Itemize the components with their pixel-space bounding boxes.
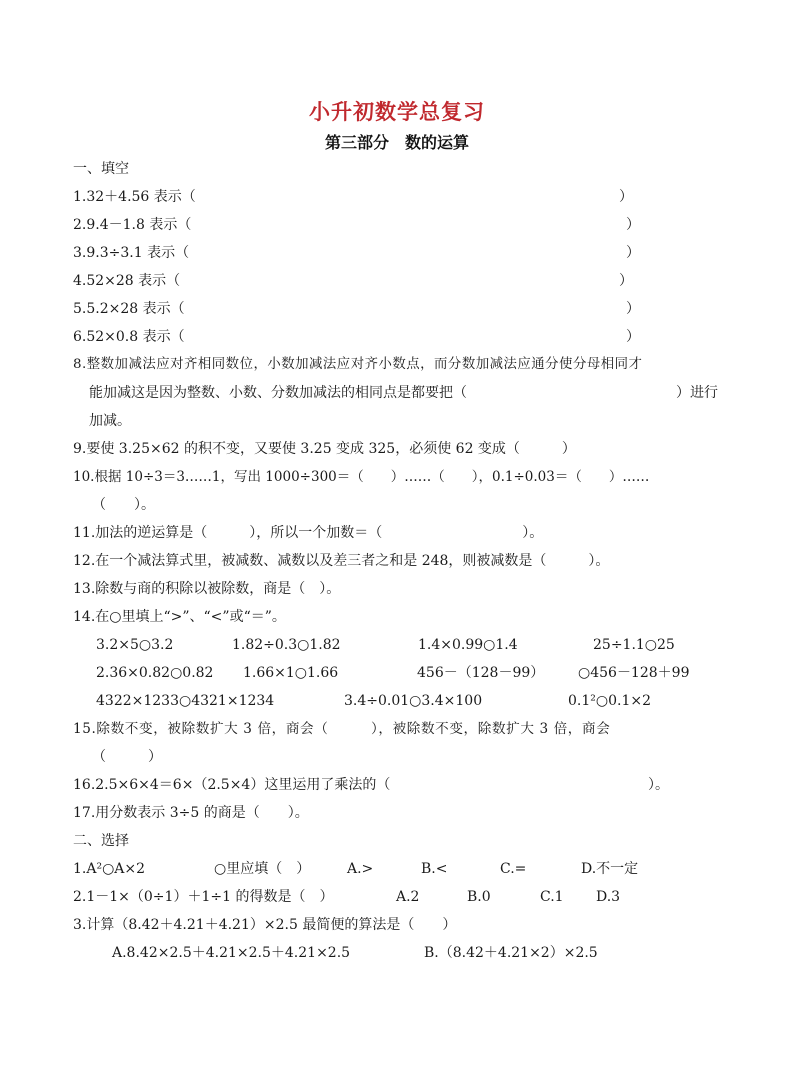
compare-item: 1.66×1○1.66 xyxy=(243,665,339,681)
question-15-line-1: 15.除数不变，被除数扩大 3 倍，商会（ ），被除数不变，除数扩大 3 倍，商会 xyxy=(73,721,611,737)
question-3: 3.9.3÷3.1 表示（ xyxy=(73,245,190,261)
choice-option: C.1 xyxy=(540,889,564,905)
choice-option: B.（8.42＋4.21×2）×2.5 xyxy=(424,945,598,961)
question-2-close: ） xyxy=(626,217,640,233)
question-6-close: ） xyxy=(626,329,640,345)
question-9: 9.要使 3.25×62 的积不变，又要使 3.25 变成 325，必须使 62 变成（ ） xyxy=(73,441,576,457)
choice-option: C.= xyxy=(500,861,527,877)
question-15-line-2: （ ） xyxy=(92,749,162,765)
compare-item: 1.82÷0.3○1.82 xyxy=(232,637,341,653)
compare-item: 3.4÷0.01○3.4×100 xyxy=(344,693,483,709)
choice-3-stem: 3.计算（8.42＋4.21＋4.21）×2.5 最简便的算法是（ ） xyxy=(73,917,457,933)
question-17: 17.用分数表示 3÷5 的商是（ ）。 xyxy=(73,805,309,821)
question-16-close: ）。 xyxy=(648,777,669,793)
question-4: 4.52×28 表示（ xyxy=(73,273,181,289)
choice-option: D.3 xyxy=(596,889,621,905)
question-4-close: ） xyxy=(619,273,633,289)
question-1-close: ） xyxy=(619,189,633,205)
compare-item: 4322×1233○4321×1234 xyxy=(96,693,275,709)
compare-item: 2.36×0.82○0.82 xyxy=(96,665,214,681)
compare-item: 3.2×5○3.2 xyxy=(96,637,174,653)
compare-item: 0.1²○0.1×2 xyxy=(568,693,651,709)
question-8-line-2-close: ）进行 xyxy=(676,385,718,401)
question-5: 5.5.2×28 表示（ xyxy=(73,301,185,317)
question-3-close: ） xyxy=(626,245,640,261)
question-10-line-1: 10.根据 10÷3＝3……1，写出 1000÷300＝（ ）……（ ），0.1÷0.03＝（ ）…… xyxy=(73,469,650,485)
choice-option: B.0 xyxy=(467,889,491,905)
choice-2-stem: 2.1－1×（0÷1）＋1÷1 的得数是（ ） xyxy=(73,889,334,905)
compare-item: ○456－128＋99 xyxy=(578,665,690,681)
question-2: 2.9.4－1.8 表示（ xyxy=(73,217,192,233)
compare-item: 25÷1.1○25 xyxy=(593,637,675,653)
section-heading-choice: 二、选择 xyxy=(73,833,129,849)
choice-option: A.2 xyxy=(396,889,420,905)
question-1: 1.32＋4.56 表示（ xyxy=(73,189,196,205)
question-5-close: ） xyxy=(626,301,640,317)
question-16: 16.2.5×6×4＝6×（2.5×4）这里运用了乘法的（ xyxy=(73,777,391,793)
question-14-stem: 14.在○里填上“>”、“<”或“＝”。 xyxy=(73,609,286,625)
compare-item: 1.4×0.99○1.4 xyxy=(418,637,518,653)
question-10-line-2: （ ）。 xyxy=(92,497,155,513)
choice-option: B.< xyxy=(421,861,448,877)
choice-1-prompt: ○里应填（ ） xyxy=(214,861,311,877)
section-heading-fill-blank: 一、填空 xyxy=(73,161,129,177)
choice-option: A.> xyxy=(347,861,374,877)
choice-option: D.不一定 xyxy=(581,861,639,877)
question-6: 6.52×0.8 表示（ xyxy=(73,329,185,345)
question-11: 11.加法的逆运算是（ ），所以一个加数＝（ ）。 xyxy=(73,525,544,541)
page-title: 小升初数学总复习 xyxy=(309,99,485,124)
choice-option: A.8.42×2.5＋4.21×2.5＋4.21×2.5 xyxy=(112,945,351,961)
question-8-line-2: 能加减这是因为整数、小数、分数加减法的相同点是都要把（ xyxy=(89,385,467,401)
question-8-line-1: 8.整数加减法应对齐相同数位，小数加减法应对齐小数点，而分数加减法应通分使分母相同才 xyxy=(73,357,643,372)
choice-1-stem: 1.A²○A×2 xyxy=(73,861,146,877)
question-8-line-3: 加减。 xyxy=(89,413,131,429)
question-13: 13.除数与商的积除以被除数，商是（ ）。 xyxy=(73,581,341,597)
page-subtitle: 第三部分 数的运算 xyxy=(324,133,469,152)
question-12: 12.在一个减法算式里，被减数、减数以及差三者之和是 248，则被减数是（ ）。 xyxy=(73,553,610,569)
compare-item: 456－（128－99） xyxy=(417,665,545,681)
